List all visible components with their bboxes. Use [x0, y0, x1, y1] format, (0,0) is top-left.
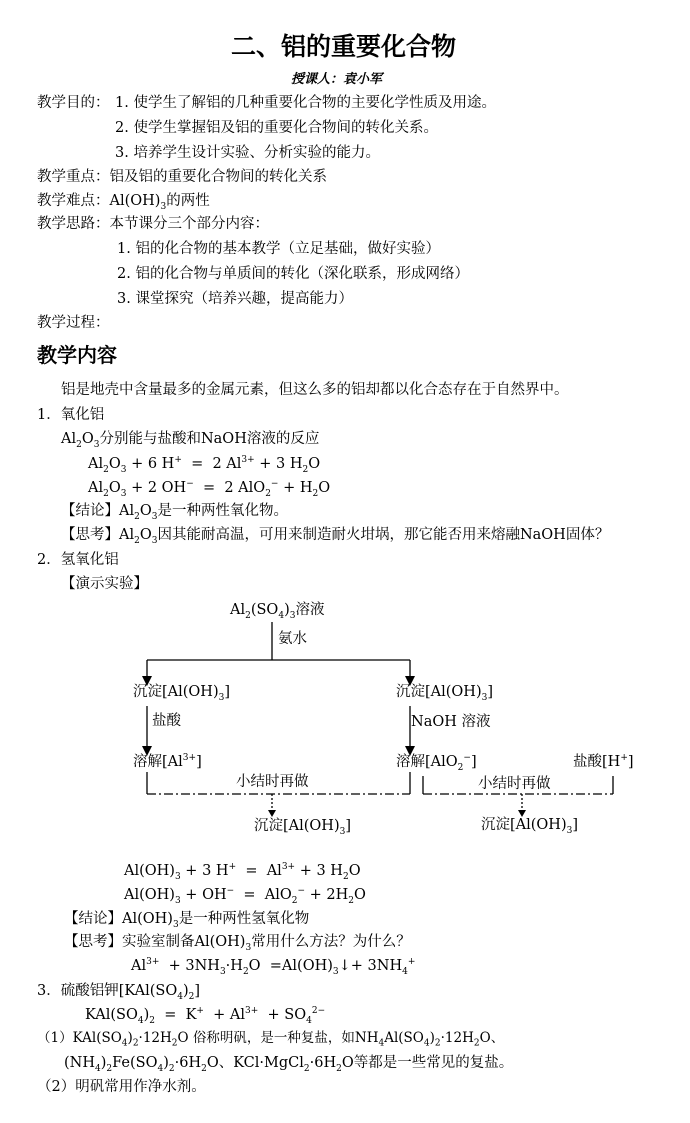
equation-5: $Al^{3+} + 3NH_3\cdot H_2O$ $=Al(OH)_3↓+ 3NH_4^+$	[131, 957, 416, 977]
page-title: 二、铝的重要化合物	[231, 32, 457, 61]
author-line: 授课人：袁小军	[291, 72, 383, 87]
teaching-difficulty: 教学难点：$Al(OH)_3$的两性	[37, 193, 210, 212]
left-dissolve: 溶解$[Al^{3+}]$	[133, 753, 202, 770]
s1-think: 【思考】$Al_2O_3$因其能耐高温，可用来制造耐火坩埚，那它能否用来熔融NaOH固体？	[61, 527, 610, 546]
hcl-label: 盐酸	[152, 713, 181, 729]
intro-paragraph: 铝是地壳中含量最多的金属元素，但这么多的铝却都以化合态存在于自然界中。	[61, 382, 569, 398]
ammonia-label: 氨水	[278, 631, 307, 647]
s2-heading: 2．氢氧化铝	[37, 552, 119, 568]
s2-demo: 【演示实验】	[61, 576, 148, 592]
section-title: 教学内容	[37, 343, 117, 367]
equation-2: $Al_2O_3 + 2$ OH− = 2 $AlO_2^- + H_2O$	[88, 479, 331, 499]
naoh-label: NaOH 溶液	[411, 714, 491, 730]
equation-4: $Al(OH)_3 + OH^- = AlO_2^- + 2H_2O$	[124, 886, 366, 906]
part-1: 1. 铝的化合物的基本教学（立足基础，做好实验）	[117, 241, 440, 257]
right-precipitate: 沉淀$[Al(OH)_3]$	[396, 684, 494, 703]
objective-3: 3. 培养学生设计实验、分析实验的能力。	[115, 145, 380, 161]
redo-right: 小结时再做	[478, 776, 551, 792]
part-3: 3. 课堂探究（培养兴趣，提高能力）	[117, 291, 353, 307]
objectives-label: 教学目的：	[37, 95, 110, 111]
right-dissolve: 溶解[AlO$_2$−]	[396, 753, 477, 773]
bottom-precipitate-left: 沉淀$[Al(OH)_3]$	[254, 818, 352, 837]
equation-1: $Al_2O_3 + 6$ H+ = 2 $Al^{3+} + 3$ $H_2O$	[88, 455, 321, 475]
hcl-proton: 盐酸[H+]	[573, 753, 634, 770]
alum-line-2: $(NH_4)_2Fe(SO_4)_2\cdot 6H_2O$、$KCl\cdot MgCl_2\cdot 6H_2O$等都是一些常见的复盐。	[64, 1055, 514, 1074]
s1-heading: 1．氧化铝	[37, 407, 105, 423]
objective-1: 1. 使学生了解铝的几种重要化合物的主要化学性质及用途。	[115, 95, 496, 111]
redo-left: 小结时再做	[236, 774, 309, 790]
start-solution: $Al_2(SO_4)_3$溶液	[230, 602, 325, 621]
teaching-focus: 教学重点：铝及铝的重要化合物间的转化关系	[37, 169, 327, 185]
s2-conclusion: 【结论】$Al(OH)_3$是一种两性氢氧化物	[64, 911, 310, 930]
left-precipitate: 沉淀$[Al(OH)_3]$	[133, 684, 231, 703]
s3-heading: 3．硫酸铝钾$[KAl(SO_4)_2]$	[37, 983, 201, 1002]
s2-think: 【思考】实验室制备$Al(OH)_3$常用什么方法？为什么？	[64, 934, 411, 953]
teaching-approach: 教学思路：本节课分三个部分内容：	[37, 216, 269, 232]
equation-3: $Al(OH)_3 + 3$ $H^+ = Al^{3+} + 3$ $H_2O$	[124, 862, 361, 882]
part-2: 2. 铝的化合物与单质间的转化（深化联系，形成网络）	[117, 266, 469, 282]
objective-2: 2. 使学生掌握铝及铝的重要化合物间的转化关系。	[115, 120, 438, 136]
s1-reacts: $Al_2O_3$分别能与盐酸和NaOH溶液的反应	[61, 431, 320, 450]
teaching-process: 教学过程：	[37, 315, 110, 331]
equation-6: $KAl(SO_4)_2 = K^+ + Al^{3+} + SO_4^{2-}$	[85, 1006, 326, 1026]
bottom-precipitate-right: 沉淀$[Al(OH)_3]$	[481, 817, 579, 836]
alum-line-1: $(1)KAl(SO_4)_2\cdot 12H_2O$ 俗称明矾，是一种复盐，如$NH_4Al(SO_4)_2\cdot 12H_2O$、	[37, 1030, 505, 1049]
alum-line-3: （2）明矾常用作净水剂。	[37, 1079, 206, 1095]
s1-conclusion: 【结论】$Al_2O_3$是一种两性氧化物。	[61, 503, 288, 522]
